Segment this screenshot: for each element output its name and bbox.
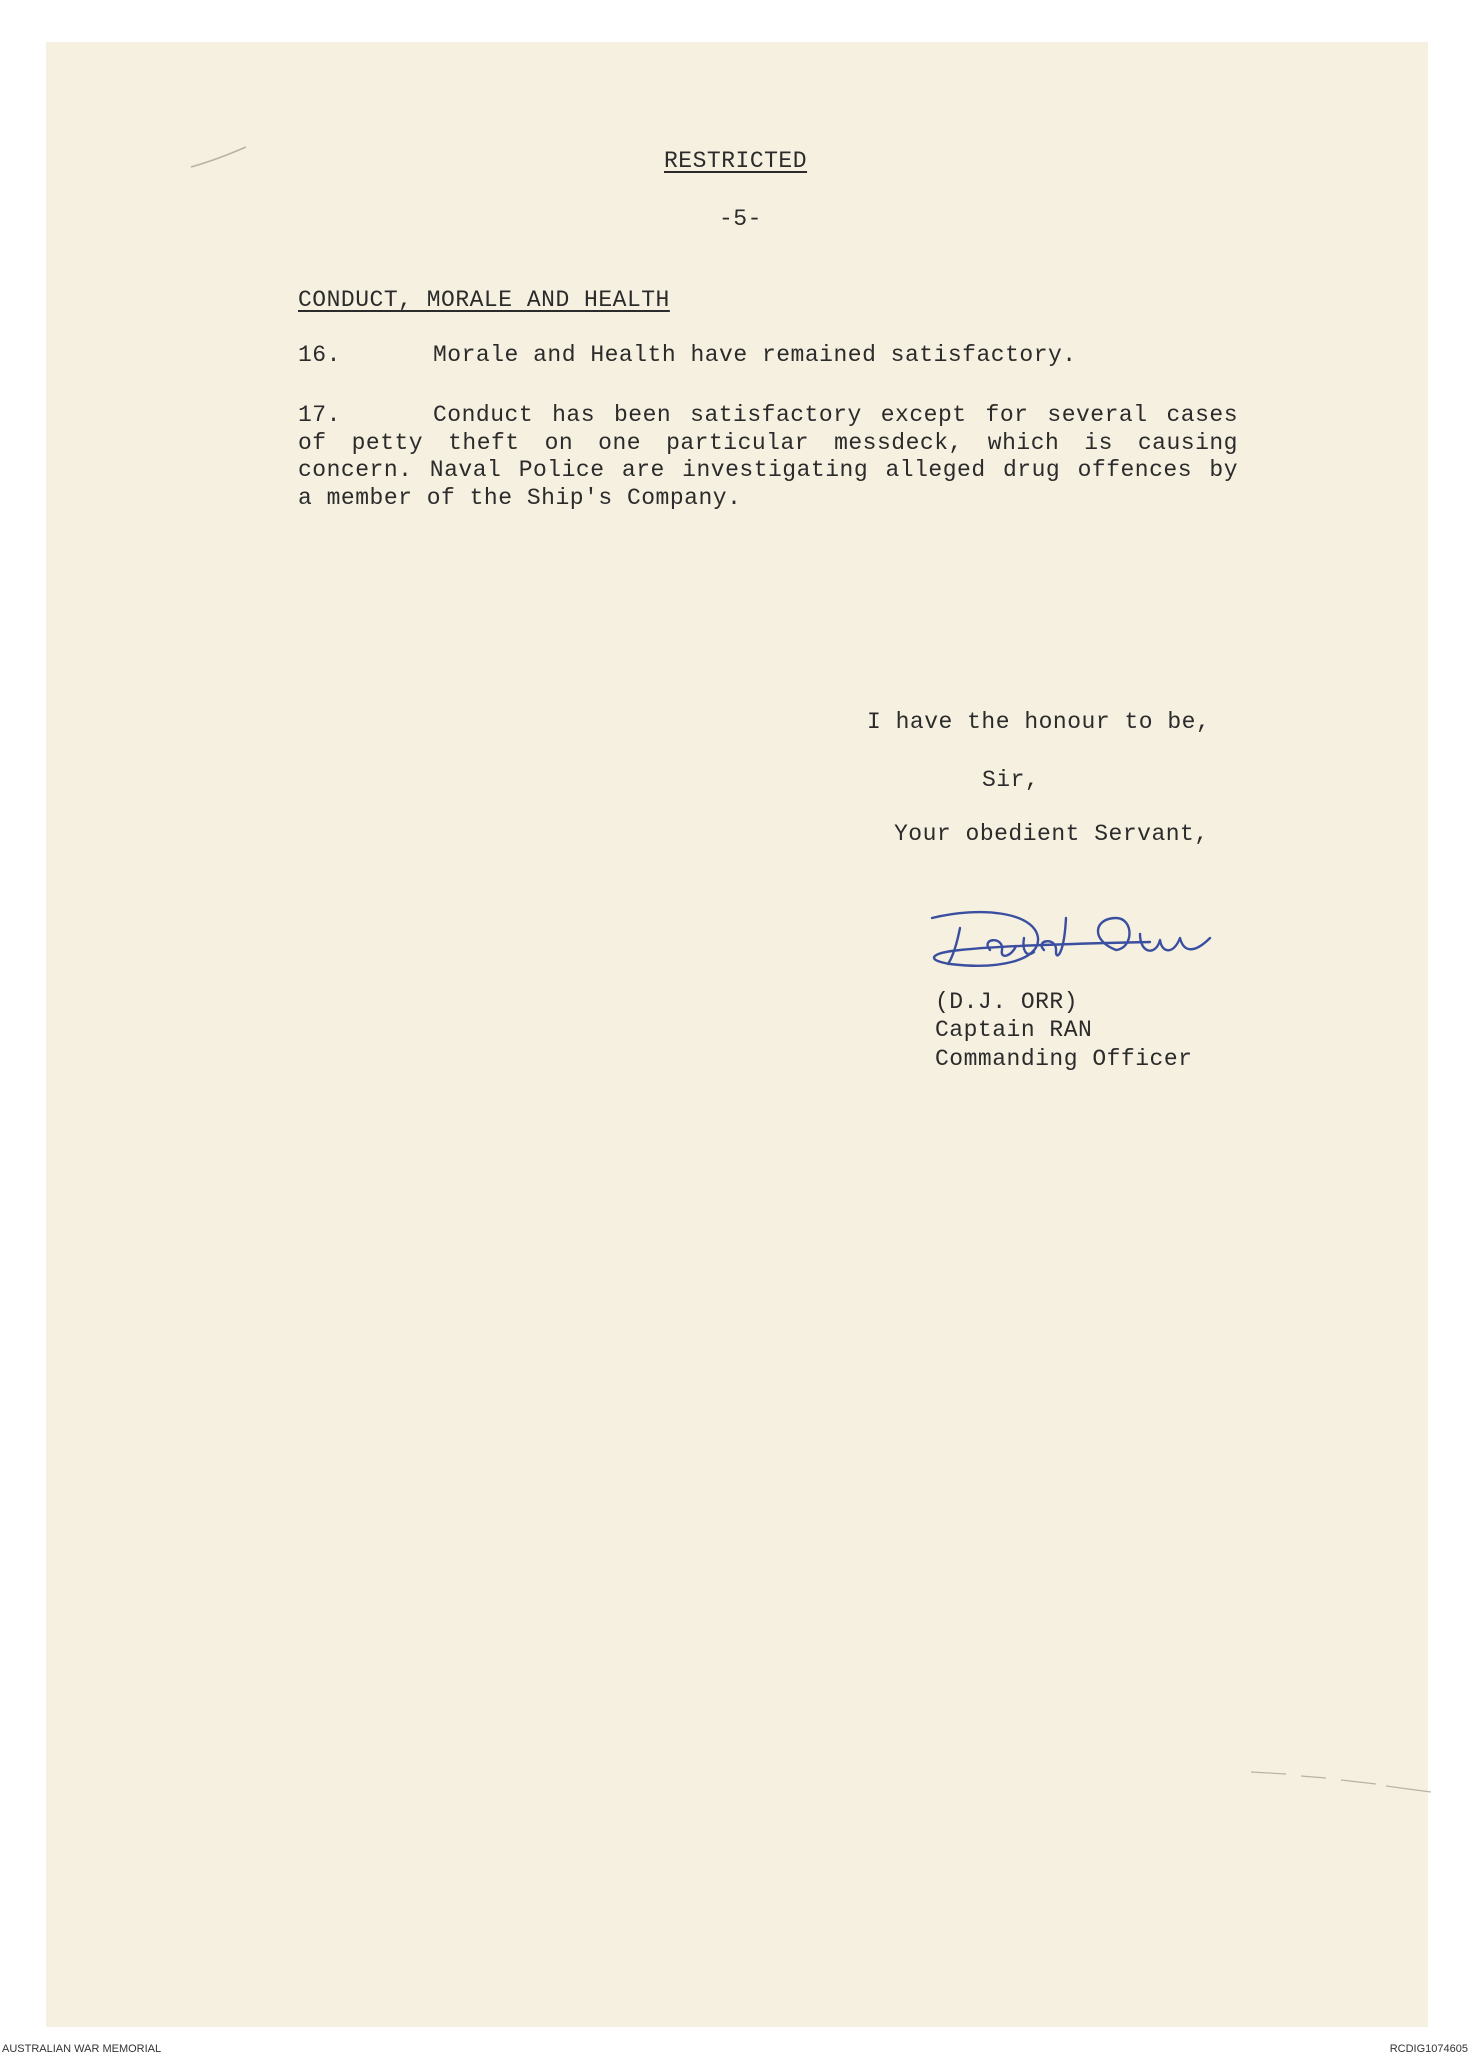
paragraph-17 bbox=[298, 402, 1238, 512]
section-title: CONDUCT, MORALE AND HEALTH bbox=[298, 287, 670, 313]
paragraph-text: Conduct has been satisfactory except for several cases of petty theft on one particular messdeck, which is causing concern. Naval Police are investigating alleged drug offences by a member of the Ship's Company. bbox=[298, 402, 1238, 511]
margin-mark bbox=[186, 142, 256, 172]
closing-line-3: Your obedient Servant, bbox=[894, 821, 1209, 847]
paragraph-16 bbox=[298, 342, 1238, 370]
paragraph-number: 17. bbox=[298, 402, 341, 428]
corner-mark bbox=[1246, 1762, 1446, 1802]
document-page bbox=[46, 42, 1428, 2027]
signatory-rank: Captain RAN bbox=[935, 1017, 1093, 1043]
classification-header: RESTRICTED bbox=[664, 148, 808, 174]
footer-source: AUSTRALIAN WAR MEMORIAL bbox=[2, 2043, 162, 2055]
signatory-role: Commanding Officer bbox=[935, 1046, 1193, 1072]
page-number: -5- bbox=[719, 206, 762, 232]
closing-line-2: Sir, bbox=[982, 767, 1040, 793]
paragraph-number: 16. bbox=[298, 342, 341, 368]
signatory-name: (D.J. ORR) bbox=[935, 989, 1079, 1015]
closing-line-1: I have the honour to be, bbox=[867, 709, 1211, 735]
paragraph-text: Morale and Health have remained satisfactory. bbox=[433, 342, 1077, 368]
footer-id: RCDIG1074605 bbox=[1389, 2043, 1468, 2055]
handwritten-signature bbox=[920, 898, 1240, 988]
